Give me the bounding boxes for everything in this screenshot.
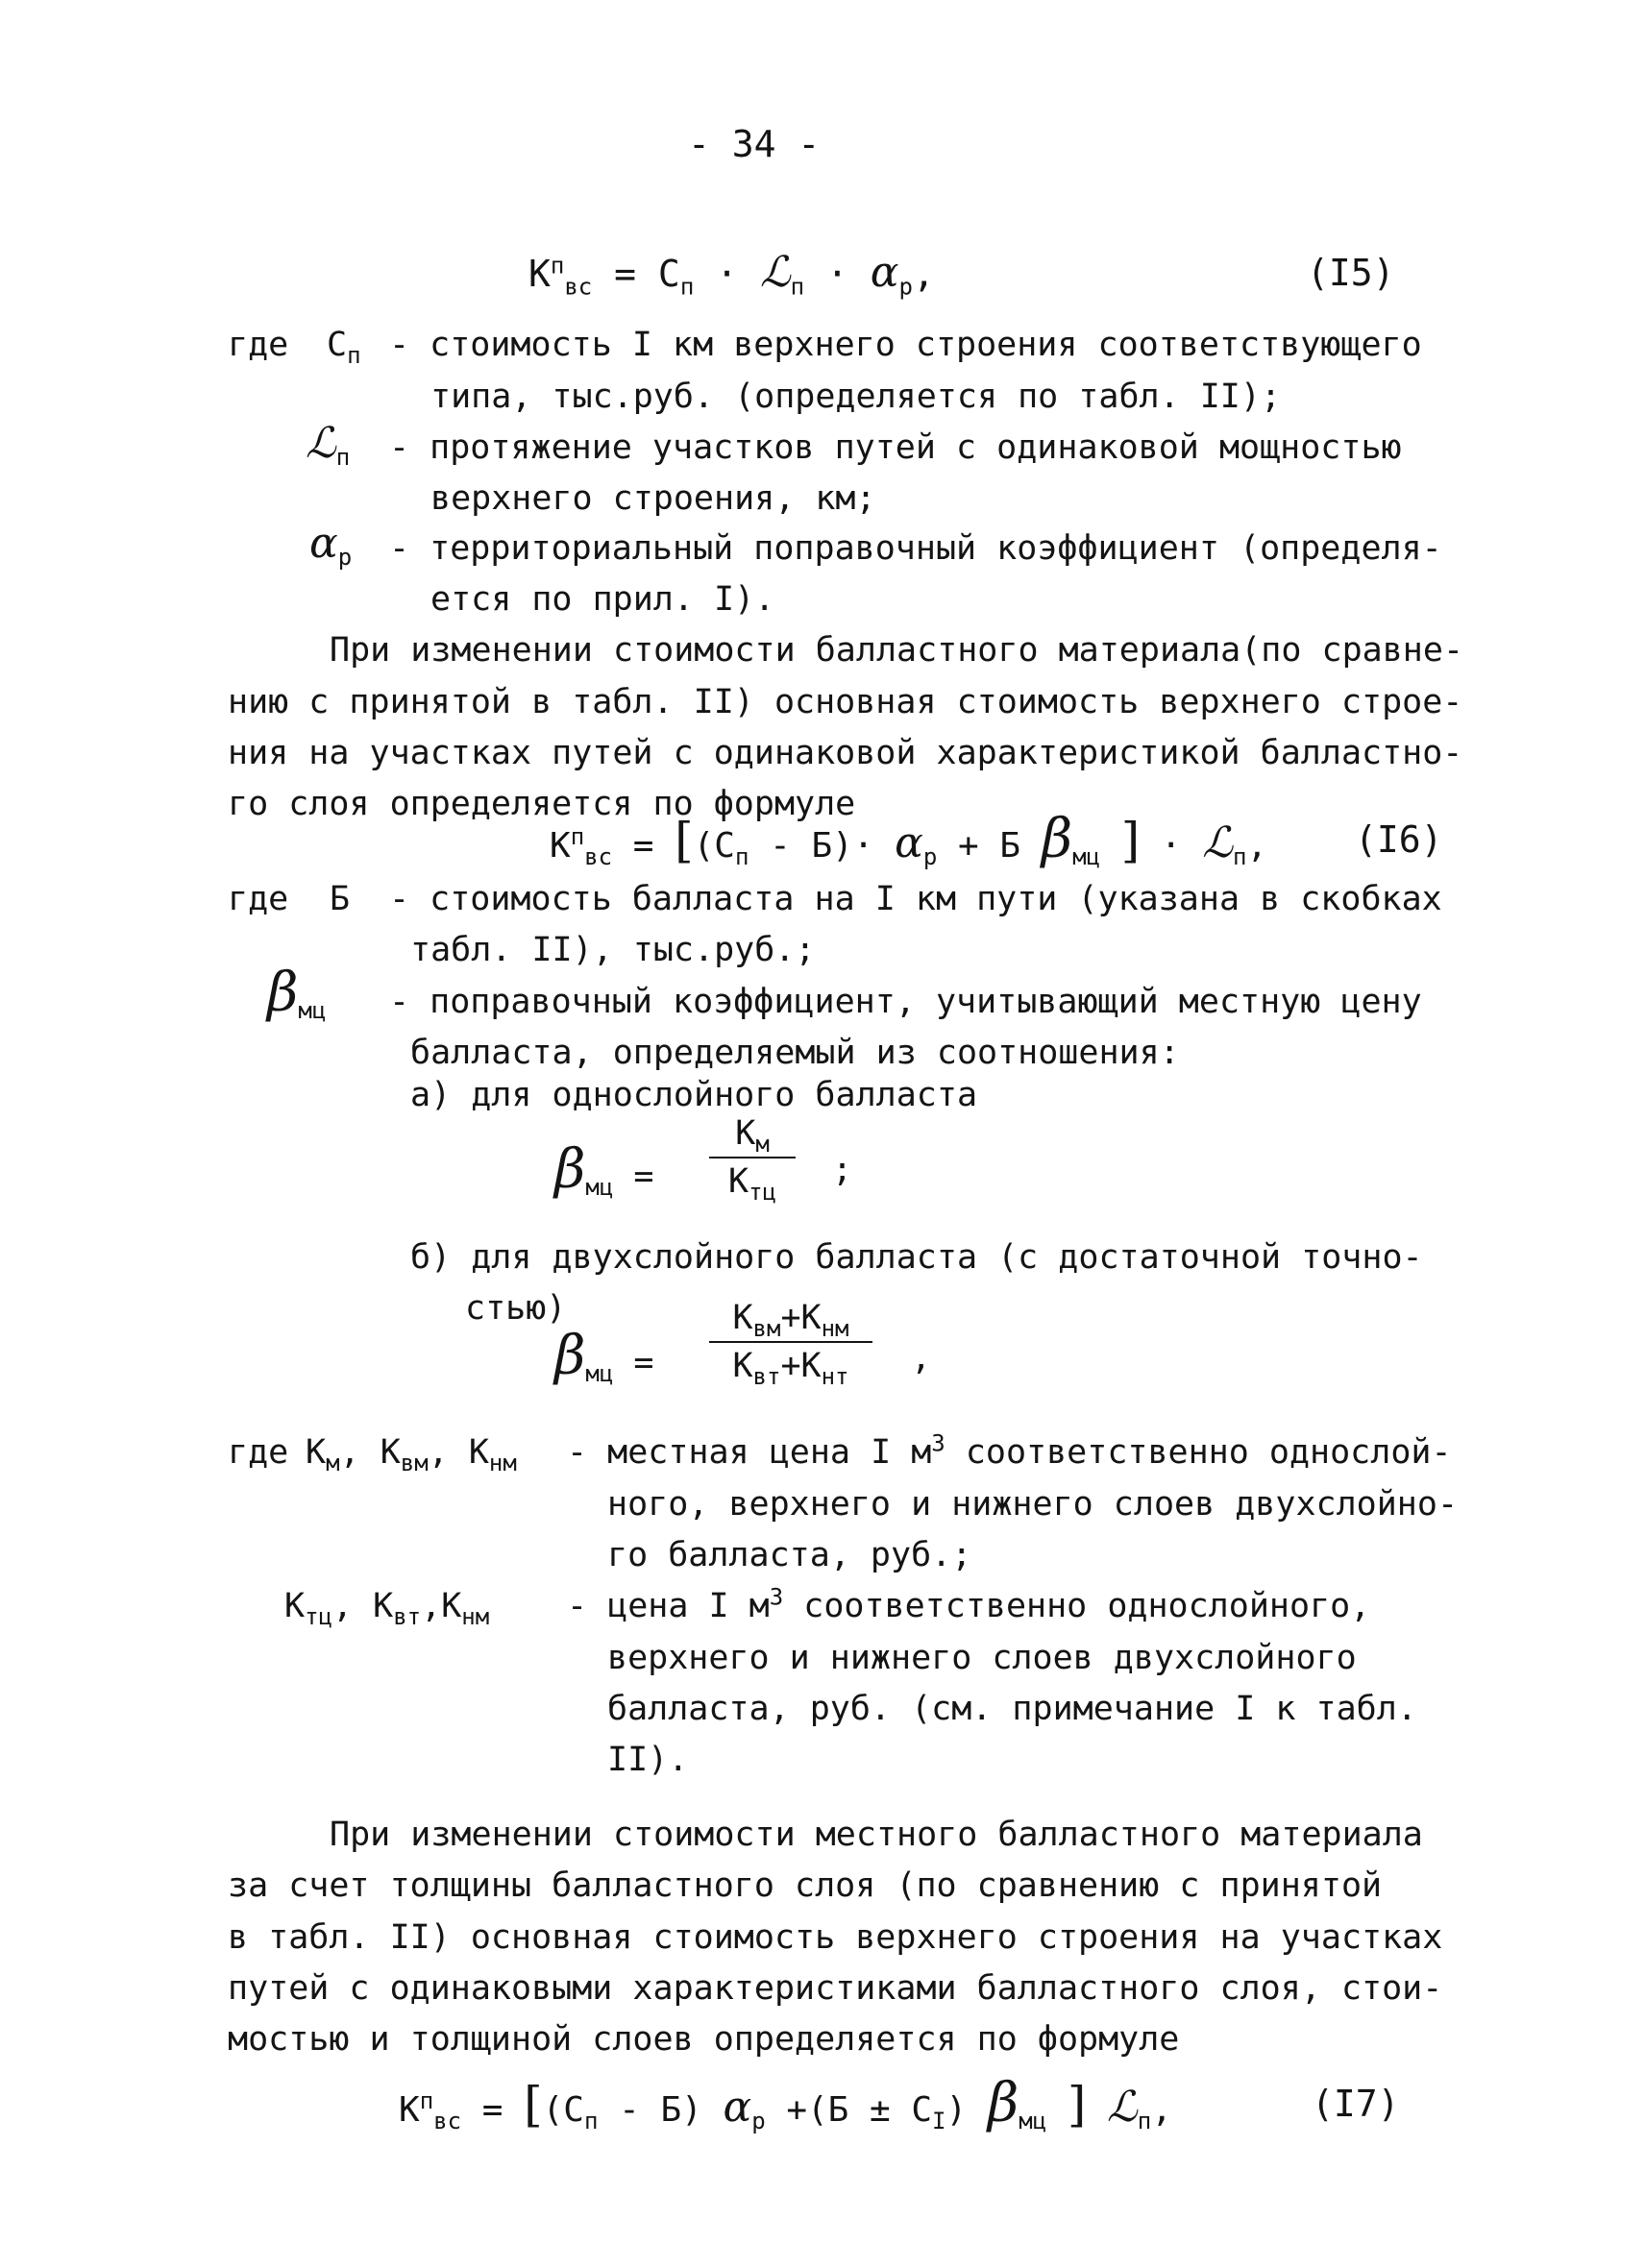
para2-line-1: При изменении стоимости местного балластного материала bbox=[330, 1816, 1423, 1854]
formula-17-number: (I7) bbox=[1312, 2083, 1400, 2125]
para2-line-4: путей с одинаковыми характеристиками балластного слоя, стои- bbox=[228, 1969, 1443, 2008]
frac-b-punct: , bbox=[911, 1339, 932, 1378]
frac-a: $К_м$ $К_{тц}$ bbox=[709, 1114, 796, 1201]
case-b-line-1: б) для двухслойного балласта (с достаточной точно- bbox=[410, 1238, 1423, 1277]
def-c-line-2: типа, тыс.руб. (определяется по табл. II); bbox=[430, 378, 1282, 416]
page-number: - 34 - bbox=[688, 123, 821, 165]
case-a: а) для однослойного балласта bbox=[410, 1076, 978, 1114]
para1-line-1: При изменении стоимости балластного материала(по сравне- bbox=[330, 631, 1464, 670]
t-line-3: балласта, руб. (см. примечание I к табл. bbox=[607, 1690, 1417, 1728]
k-line-3: го балласта, руб.; bbox=[607, 1536, 972, 1574]
formula-15-number: (I5) bbox=[1307, 252, 1395, 294]
t-line-4: II). bbox=[607, 1741, 689, 1779]
def-alpha-line-2: ется по прил. I). bbox=[430, 580, 775, 619]
t-symbols: $К_{тц}$, $К_{вт},К_{нм}$ bbox=[284, 1587, 490, 1630]
t-line-2: верхнего и нижнего слоев двухслойного bbox=[607, 1639, 1357, 1677]
def-beta-line-2: балласта, определяемый из соотношения: bbox=[410, 1034, 1180, 1072]
formula-15: $К^п_{вс} = С_п$ · ℒ$_п$ · $\alpha_р$, bbox=[528, 248, 935, 301]
def-symbol-alpha: $\alpha_р$ bbox=[309, 519, 353, 571]
para1-line-4: го слоя определяется по формуле bbox=[228, 785, 856, 823]
def-l-line-1: - протяжение участков путей с одинаковой мощностью bbox=[389, 428, 1402, 467]
def-symbol-beta: $\beta_{мц}$ bbox=[267, 962, 327, 1024]
def-symbol-l: ℒ$_п$ bbox=[306, 419, 351, 471]
frac-a-lhs: $\beta_{мц}$ = bbox=[554, 1138, 654, 1201]
def-b-line-1: - стоимость балласта на I км пути (указана в скобках bbox=[389, 880, 1442, 918]
def-c-line-1: - стоимость I км верхнего строения соответствующего bbox=[389, 326, 1422, 364]
k-symbols: $К_м$, $К_{вм}$, $К_{нм}$ bbox=[306, 1433, 517, 1476]
t-line-1: - цена I $м^3$ соответственно однослойного, bbox=[567, 1583, 1371, 1625]
frac-a-punct: ; bbox=[832, 1151, 853, 1189]
frac-b: $К_{вм}+К_{нм}$ $К_{вт}+К_{нт}$ bbox=[709, 1299, 872, 1385]
formula-16: $К^п_{вс} = [(С_п - Б)\cdot \alpha_р + Б$ $\beta_{мц}$ ] · ℒ$_п$, bbox=[550, 808, 1268, 871]
para1-line-3: ния на участках путей с одинаковой характеристикой балластно- bbox=[228, 734, 1463, 772]
def-symbol-b: Б bbox=[330, 880, 351, 918]
def-beta-line-1: - поправочный коэффициент, учитывающий местную цену bbox=[389, 983, 1422, 1021]
para2-line-2: за счет толщины балластного слоя (по сравнению с принятой bbox=[228, 1866, 1383, 1905]
k-line-2: ного, верхнего и нижнего слоев двухслойно- bbox=[607, 1485, 1459, 1524]
def-b-line-2: табл. II), тыс.руб.; bbox=[410, 931, 816, 969]
where-label-3: где bbox=[228, 1433, 289, 1472]
case-b-line-2: стью) bbox=[465, 1289, 567, 1328]
def-symbol-c: $С_п$ bbox=[327, 326, 361, 369]
where-label-2: где bbox=[228, 880, 289, 918]
k-line-1: - местная цена I $м^3$ соответственно однослой- bbox=[567, 1429, 1452, 1472]
def-l-line-2: верхнего строения, км; bbox=[430, 479, 876, 518]
para2-line-5: мостью и толщиной слоев определяется по формуле bbox=[228, 2020, 1180, 2059]
formula-16-number: (I6) bbox=[1355, 818, 1443, 861]
para1-line-2: нию с принятой в табл. II) основная стоимость верхнего строе- bbox=[228, 683, 1463, 721]
where-label: где bbox=[228, 326, 289, 364]
def-alpha-line-1: - территориальный поправочный коэффициент (определя- bbox=[389, 529, 1442, 568]
formula-17: $К^п_{вс} = [(С_п - Б)$ $\alpha_р +(Б \pm С_I)$ $\beta_{мц}$ ] ℒ$_п$, bbox=[399, 2072, 1172, 2135]
para2-line-3: в табл. II) основная стоимость верхнего строения на участках bbox=[228, 1918, 1443, 1957]
frac-b-lhs: $\beta_{мц}$ = bbox=[554, 1325, 654, 1387]
